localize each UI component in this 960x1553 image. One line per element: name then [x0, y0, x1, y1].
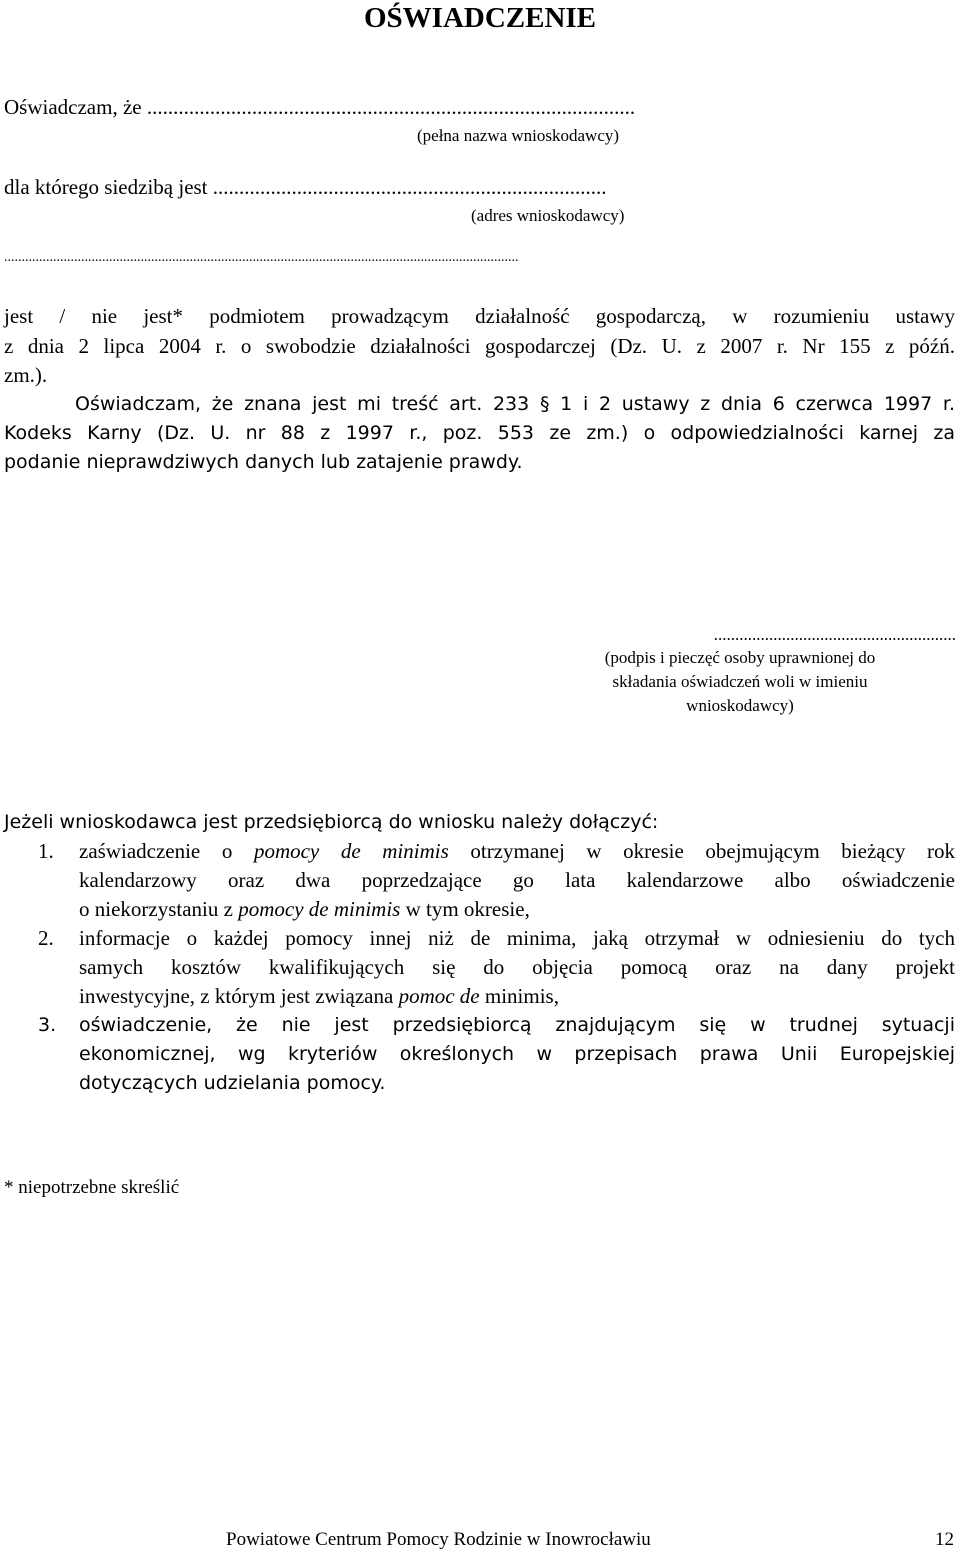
requirement-text: inwestycyjne, z którym jest związana [79, 984, 399, 1008]
liability-paragraph-line: Kodeks Karny (Dz. U. nr 88 z 1997 r., poz. 553 ze zm.) o odpowiedzialności karnej za [4, 422, 955, 444]
status-paragraph-line: zm.). [4, 363, 48, 387]
requirement-emphasis: pomoc de [398, 984, 480, 1008]
requirement-item [4, 1011, 955, 1098]
requirement-line: samych kosztów kwalifikujących się do objęcia pomocą oraz na dany projekt [79, 955, 955, 979]
signature-caption: wnioskodawcy) [686, 696, 794, 715]
page-footer [0, 1526, 960, 1553]
footnote: * niepotrzebne skreślić [4, 1177, 180, 1198]
requirement-text: w tym okresie, [400, 897, 530, 921]
signature-dots: ......................................................... [713, 625, 956, 644]
requirements-section [4, 808, 955, 1098]
declarant-hint: (pełna nazwa wnioskodawcy) [417, 126, 620, 145]
requirement-text: zaświadczenie o [79, 839, 254, 863]
requirement-line [79, 982, 955, 1011]
address-dots-line: ................................................................................................................................................... [4, 250, 519, 265]
requirement-number: 2. [38, 926, 54, 950]
footer-office-name: Powiatowe Centrum Pomocy Rodzinie w Inowrocławiu [226, 1529, 651, 1550]
requirement-emphasis: pomocy de minimis [253, 839, 449, 863]
requirements-intro: Jeżeli wnioskodawca jest przedsiębiorcą do wniosku należy dołączyć: [4, 811, 659, 833]
status-paragraph-line: z dnia 2 lipca 2004 r. o swobodzie działalności gospodarczej (Dz. U. z 2007 r. Nr 155 z późń. [4, 334, 955, 358]
requirement-text: otrzymanej w okresie obejmującym bieżący rok [448, 839, 955, 863]
requirement-line: kalendarzowy oraz dwa poprzedzające go lata kalendarzowe albo oświadczenie [79, 868, 955, 892]
requirement-item [4, 837, 955, 924]
liability-paragraph-line: Oświadczam, że znana jest mi treść art. 233 § 1 i 2 ustawy z dnia 6 czerwca 1997 r. [75, 393, 955, 415]
requirement-emphasis: pomocy de minimis [238, 897, 401, 921]
requirement-number: 3. [38, 1014, 57, 1036]
document-title: OŚWIADCZENIE [363, 2, 597, 34]
requirement-line: informacje o każdej pomocy innej niż de minima, jaką otrzymał w odniesieniu do tych [79, 926, 955, 950]
liability-paragraph-line: podanie nieprawdziwych danych lub zatajenie prawdy. [4, 451, 523, 473]
page-number: 12 [935, 1529, 954, 1550]
seat-line: dla którego siedzibą jest ........................................................................... [4, 175, 607, 199]
requirement-text: o niekorzystaniu z [79, 897, 239, 921]
signature-caption: składania oświadczeń woli w imieniu [612, 672, 868, 691]
declarant-line: Oświadczam, że ............................................................................................. [4, 95, 636, 119]
requirement-line: dotyczących udzielania pomocy. [79, 1072, 386, 1094]
requirement-number: 1. [38, 839, 54, 863]
requirement-line: oświadczenie, że nie jest przedsiębiorcą znajdującym się w trudnej sytuacji [79, 1014, 955, 1036]
requirement-line [79, 837, 955, 866]
requirement-line: ekonomicznej, wg kryteriów określonych w przepisach prawa Unii Europejskiej [79, 1043, 955, 1065]
requirement-item [4, 924, 955, 1011]
status-paragraph-line: jest / nie jest* podmiotem prowadzącym działalność gospodarczą, w rozumieniu ustawy [4, 304, 955, 328]
seat-hint: (adres wnioskodawcy) [471, 206, 625, 225]
requirement-line [79, 895, 955, 924]
requirement-text: minimis, [479, 984, 559, 1008]
signature-caption: (podpis i pieczęć osoby uprawnionej do [604, 648, 876, 667]
